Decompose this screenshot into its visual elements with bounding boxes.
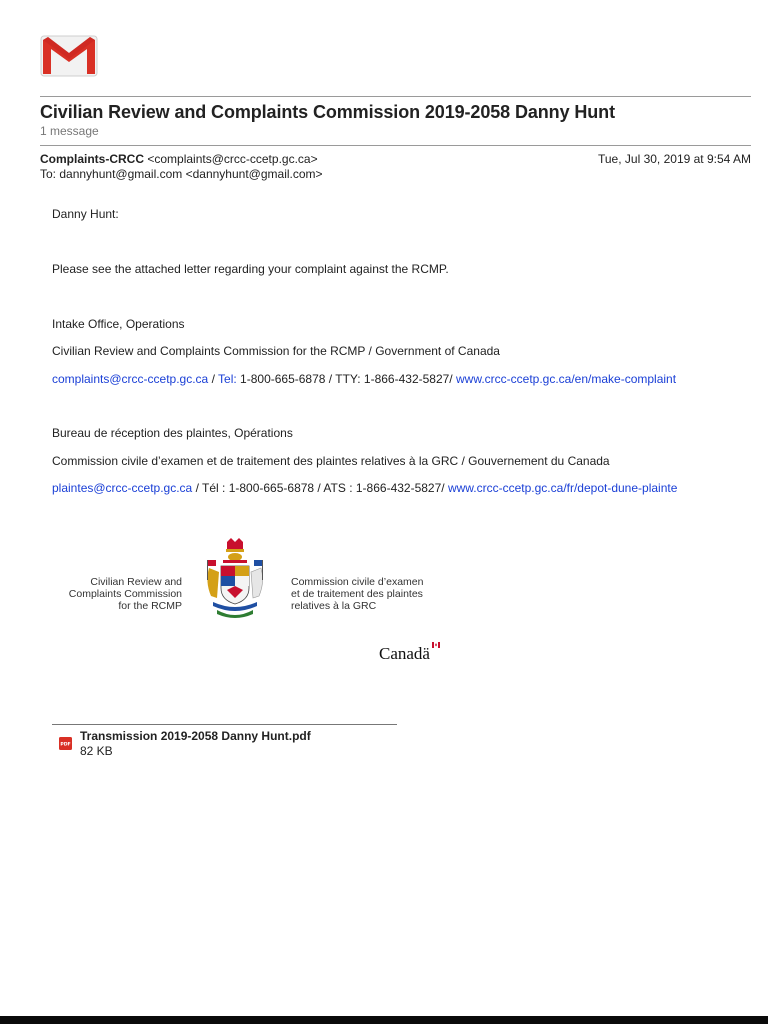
bottom-edge-bar <box>0 1016 768 1024</box>
pdf-file-icon[interactable] <box>59 737 72 750</box>
sender-line <box>40 152 318 166</box>
attachment-divider <box>52 724 397 725</box>
complaints-email-link[interactable]: complaints@crcc-ccetp.gc.ca <box>52 372 209 386</box>
tel-label[interactable]: Tel: <box>218 372 237 386</box>
crcc-name-fr-line1: Commission civile d’examen <box>291 576 424 588</box>
contact-separator: / <box>208 372 219 386</box>
message-count: 1 message <box>40 124 99 138</box>
subject-divider <box>40 145 751 146</box>
sender-email: <complaints@crcc-ccetp.gc.ca> <box>147 152 318 166</box>
recipient-line <box>40 167 323 181</box>
crcc-name-fr-line3: relatives à la GRC <box>291 600 377 612</box>
signature-office-fr: Bureau de réception des plaintes, Opérations <box>52 426 293 440</box>
crcc-name-en-line3: for the RCMP <box>118 600 182 612</box>
signature-org-en: Civilian Review and Complaints Commission for the RCMP / Government of Canada <box>52 344 500 358</box>
to-label: To: <box>40 167 57 181</box>
email-subject: Civilian Review and Complaints Commission 2019-2058 Danny Hunt <box>40 102 615 122</box>
message-date: Tue, Jul 30, 2019 at 9:54 AM <box>598 152 751 166</box>
phone-numbers-en: 1-800-665-6878 / TTY: 1-866-432-5827/ <box>236 372 456 386</box>
crcc-name-fr <box>291 576 461 612</box>
crcc-name-fr-line2: et de traitement des plaintes <box>291 588 423 600</box>
canada-wordmark: Canadä <box>379 644 430 663</box>
signature-org-fr: Commission civile d’examen et de traitement des plaintes relatives à la GRC / Gouvernement du Canada <box>52 454 610 468</box>
signature-office-en: Intake Office, Operations <box>52 317 185 331</box>
crcc-name-en-line1: Civilian Review and <box>90 576 182 588</box>
pdf-icon-label: PDF <box>60 742 71 748</box>
signature-contact-en <box>52 372 676 386</box>
attachment-filename[interactable]: Transmission 2019-2058 Danny Hunt.pdf <box>80 729 311 743</box>
make-complaint-link[interactable]: www.crcc-ccetp.gc.ca/en/make-complaint <box>455 372 677 386</box>
phone-numbers-fr: / Tél : 1-800-665-6878 / ATS : 1-866-432-5827/ <box>192 481 448 495</box>
sender-name: Complaints-CRCC <box>40 152 144 166</box>
greeting: Danny Hunt: <box>52 207 119 221</box>
recipient-address: dannyhunt@gmail.com <dannyhunt@gmail.com> <box>59 167 323 181</box>
crcc-name-en <box>40 576 182 612</box>
crcc-name-en-line2: Complaints Commission <box>68 588 182 600</box>
canada-flag-icon <box>432 642 440 648</box>
plaintes-email-link[interactable]: plaintes@crcc-ccetp.gc.ca <box>52 481 193 495</box>
signature-contact-fr <box>52 481 677 495</box>
message-body: Please see the attached letter regarding your complaint against the RCMP. <box>52 262 449 276</box>
coat-of-arms-icon <box>203 538 267 620</box>
depot-plainte-link[interactable]: www.crcc-ccetp.gc.ca/fr/depot-dune-plainte <box>447 481 678 495</box>
gmail-logo-icon <box>40 34 98 78</box>
header-divider <box>40 96 751 97</box>
attachment-size: 82 KB <box>80 744 113 758</box>
